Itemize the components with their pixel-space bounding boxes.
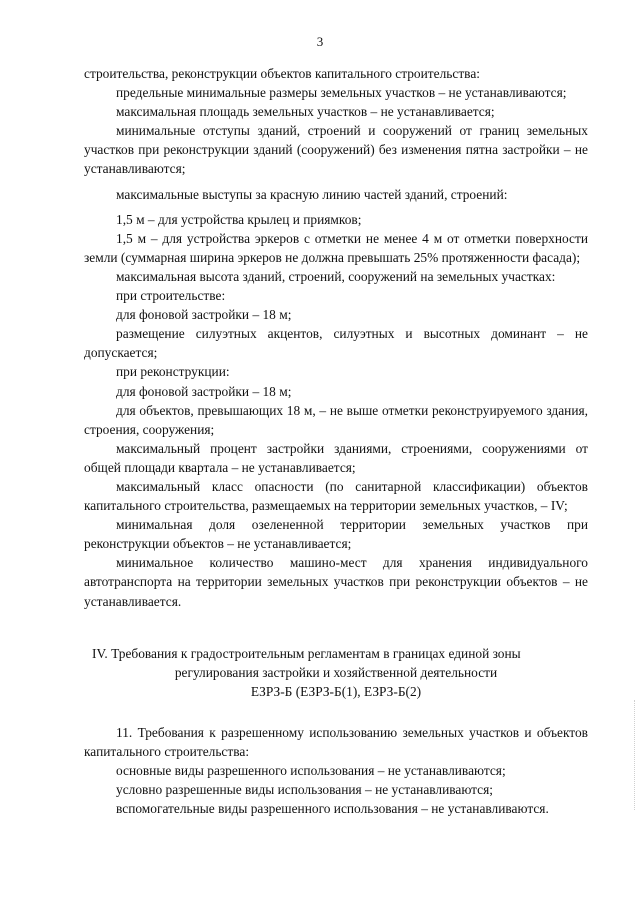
paragraph: 1,5 м – для устройства крылец и приямков;	[116, 211, 362, 227]
paragraph: условно разрешенные виды использования – не устанавливаются;	[116, 782, 494, 798]
paragraph: при реконструкции:	[116, 364, 230, 380]
paragraph: минимальное количество машино-мест для хранения индивидуального автотранспорта на территории земельных участков при реконструкции объектов – не устанавливается.	[84, 555, 588, 609]
heading-line: IV. Требования к градостроительным регламентам в границах единой зоны	[92, 645, 521, 661]
paragraph: для фоновой застройки – 18 м;	[116, 307, 292, 323]
paragraph: максимальные выступы за красную линию частей зданий, строений:	[116, 186, 508, 202]
paragraph: максимальная площадь земельных участков – не устанавливается;	[116, 104, 495, 120]
paragraph: при строительстве:	[116, 288, 226, 304]
paragraph: предельные минимальные размеры земельных участков – не устанавливаются;	[116, 85, 567, 101]
paragraph: 11. Требования к разрешенному использованию земельных участков и объектов капитального строительства:	[84, 724, 588, 759]
paragraph: размещение силуэтных акцентов, силуэтных и высотных доминант – не допускается;	[84, 326, 588, 361]
document-body	[84, 64, 588, 818]
paragraph: для фоновой застройки – 18 м;	[116, 383, 292, 399]
paragraph: максимальный класс опасности (по санитарной классификации) объектов капитального строительства, размещаемых на территории земельных участков, – IV;	[84, 478, 588, 514]
paragraph: основные виды разрешенного использования – не устанавливаются;	[116, 763, 506, 779]
scan-edge-mark	[634, 700, 636, 810]
paragraph: максимальная высота зданий, строений, сооружений на земельных участках:	[116, 268, 556, 284]
paragraph: 1,5 м – для устройства эркеров с отметки не менее 4 м от отметки поверхности земли (суммарная ширина эркеров не должна превышать 25% протяженности фасада);	[84, 230, 588, 265]
page-number: 3	[316, 34, 324, 49]
paragraph: максимальный процент застройки зданиями, строениями, сооружениями от общей площади квартала – не устанавливается;	[84, 440, 588, 475]
heading-line: регулирования застройки и хозяйственной деятельности	[174, 664, 498, 680]
paragraph: строительства, реконструкции объектов капитального строительства:	[84, 66, 480, 81]
paragraph: минимальная доля озелененной территории земельных участков при реконструкции объектов – не устанавливается;	[84, 517, 588, 552]
heading-line: ЕЗРЗ-Б (ЕЗРЗ-Б(1), ЕЗРЗ-Б(2)	[250, 683, 422, 699]
paragraph: вспомогательные виды разрешенного использования – не устанавливаются.	[116, 801, 549, 817]
paragraph: для объектов, превышающих 18 м, – не выше отметки реконструируемого здания, строения, сооружения;	[84, 402, 588, 437]
paragraph: минимальные отступы зданий, строений и сооружений от границ земельных участков при реконструкции зданий (сооружений) без изменения пятна застройки – не устанавливаются;	[84, 123, 588, 177]
section-heading	[84, 644, 588, 701]
